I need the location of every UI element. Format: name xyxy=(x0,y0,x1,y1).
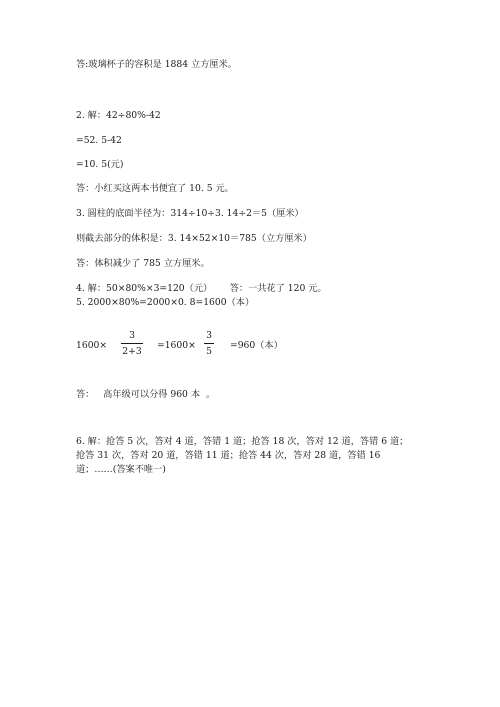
fraction-2-numerator: 3 xyxy=(206,330,212,341)
problem-5-step-1: 5. 2000×80%=2000×0. 8=1600（本） xyxy=(76,297,255,308)
equation-term-2: =1600× xyxy=(157,340,196,351)
equation-term-1: 1600× xyxy=(76,340,108,351)
fraction-1 xyxy=(121,331,143,356)
problem-4-solution: 4. 解：50×80%×3=120（元） 答：一共花了 120 元。 xyxy=(76,283,327,294)
fraction-1-numerator: 3 xyxy=(129,330,135,341)
problem-2-step-3: =10. 5(元) xyxy=(76,159,124,170)
fraction-1-bar xyxy=(121,343,143,344)
problem-3-answer: 答：体积减少了 785 立方厘米。 xyxy=(76,258,210,269)
equation-result: =960（本） xyxy=(230,340,283,351)
problem-5-answer: 答： 高年级可以分得 960 本 。 xyxy=(76,389,216,400)
problem-6-line-3: 道；……(答案不唯一) xyxy=(76,464,166,475)
problem-2-step-1: 2. 解：42÷80%-42 xyxy=(76,110,161,121)
problem-2-answer: 答：小红买这两本书便宜了 10. 5 元。 xyxy=(76,183,234,194)
problem-3-step-1: 3. 圆柱的底面半径为：314÷10÷3. 14÷2＝5（厘米） xyxy=(76,208,304,219)
fraction-2-bar xyxy=(204,343,214,344)
problem-6-line-1: 6. 解：抢答 5 次，答对 4 道，答错 1 道；抢答 18 次，答对 12 道，答错 6 道； xyxy=(76,436,409,447)
fraction-1-denominator: 2+3 xyxy=(122,346,142,358)
answer-1-conclusion: 答:玻璃杯子的容积是 1884 立方厘米。 xyxy=(76,59,237,70)
problem-3-step-2: 则截去部分的体积是：3. 14×52×10＝785（立方厘米） xyxy=(76,233,312,244)
problem-6-line-2: 抢答 31 次，答对 20 道，答错 11 道；抢答 44 次，答对 28 道，答错 16 xyxy=(76,450,381,461)
problem-2-step-2: =52. 5-42 xyxy=(76,135,122,146)
fraction-2-denominator: 5 xyxy=(206,346,212,358)
fraction-2 xyxy=(204,331,214,356)
